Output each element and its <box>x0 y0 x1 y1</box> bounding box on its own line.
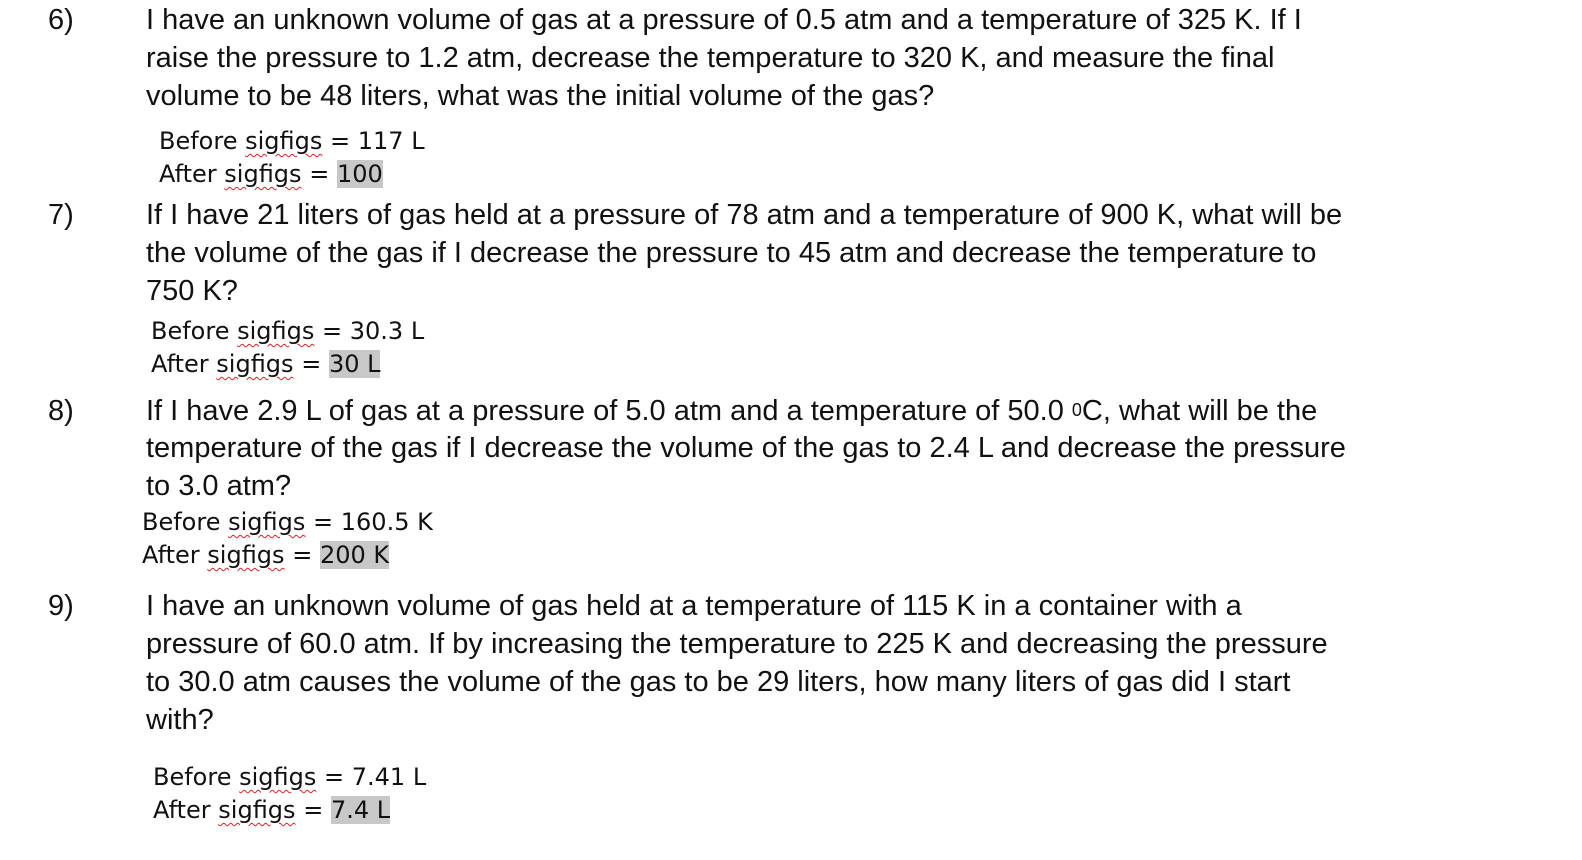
before-label: Before <box>159 127 238 155</box>
after-sigfigs-answer <box>159 158 383 191</box>
question-line: temperature of the gas if I decrease the volume of the gas to 2.4 L and decrease the pressure <box>146 432 1346 464</box>
after-sigfigs-answer <box>151 348 380 381</box>
before-value: = 7.41 L <box>324 763 427 791</box>
degree-superscript: 0 <box>1071 400 1082 420</box>
after-value-highlighted: 200 K <box>319 541 390 569</box>
after-value-highlighted: 30 L <box>328 350 381 378</box>
question-line: raise the pressure to 1.2 atm, decrease the temperature to 320 K, and measure the final <box>146 42 1275 74</box>
question-text-post: C, what will be the <box>1081 395 1318 427</box>
before-sigfigs-answer <box>142 506 433 539</box>
question-line <box>146 392 1317 430</box>
question-line: with? <box>146 704 214 736</box>
after-label: After <box>153 796 211 824</box>
before-label: Before <box>153 763 232 791</box>
after-label: After <box>159 160 217 188</box>
after-equals: = <box>309 160 330 188</box>
before-label: Before <box>151 317 230 345</box>
after-sigfigs-answer <box>142 539 389 572</box>
after-value-highlighted: 7.4 L <box>330 796 391 824</box>
problem-number: 9) <box>48 590 74 622</box>
before-label: Before <box>142 508 221 536</box>
after-equals: = <box>301 350 322 378</box>
before-sigfigs-answer <box>151 315 424 348</box>
after-sigfigs-answer <box>153 794 390 827</box>
sigfigs-word: sigfigs <box>228 508 306 536</box>
after-equals: = <box>292 541 313 569</box>
question-line: volume to be 48 liters, what was the initial volume of the gas? <box>146 80 935 112</box>
question-line: the volume of the gas if I decrease the pressure to 45 atm and decrease the temperature to <box>146 237 1317 269</box>
question-line: to 30.0 atm causes the volume of the gas to be 29 liters, how many liters of gas did I start <box>146 666 1291 698</box>
before-value: = 117 L <box>330 127 425 155</box>
question-line: 750 K? <box>146 275 238 307</box>
before-sigfigs-answer <box>159 125 425 158</box>
before-sigfigs-answer <box>153 761 426 794</box>
question-line: I have an unknown volume of gas held at a temperature of 115 K in a container with a <box>146 590 1242 622</box>
question-line: I have an unknown volume of gas at a pressure of 0.5 atm and a temperature of 325 K. If I <box>146 4 1302 36</box>
question-text-pre: If I have 2.9 L of gas at a pressure of 5.0 atm and a temperature of 50.0 <box>146 395 1072 427</box>
sigfigs-word: sigfigs <box>239 763 317 791</box>
problem-number: 6) <box>48 4 74 36</box>
sigfigs-word: sigfigs <box>216 350 294 378</box>
sigfigs-word: sigfigs <box>224 160 302 188</box>
sigfigs-word: sigfigs <box>218 796 296 824</box>
after-equals: = <box>303 796 324 824</box>
problem-number: 7) <box>48 199 74 231</box>
sigfigs-word: sigfigs <box>237 317 315 345</box>
sigfigs-word: sigfigs <box>245 127 323 155</box>
problem-number: 8) <box>48 395 74 427</box>
question-line: pressure of 60.0 atm. If by increasing the temperature to 225 K and decreasing the pressure <box>146 628 1328 660</box>
after-label: After <box>151 350 209 378</box>
question-line: to 3.0 atm? <box>146 470 292 502</box>
after-label: After <box>142 541 200 569</box>
after-value-highlighted: 100 <box>336 160 383 188</box>
question-line: If I have 21 liters of gas held at a pressure of 78 atm and a temperature of 900 K, what will be <box>146 199 1343 231</box>
before-value: = 160.5 K <box>313 508 433 536</box>
before-value: = 30.3 L <box>322 317 425 345</box>
sigfigs-word: sigfigs <box>207 541 285 569</box>
